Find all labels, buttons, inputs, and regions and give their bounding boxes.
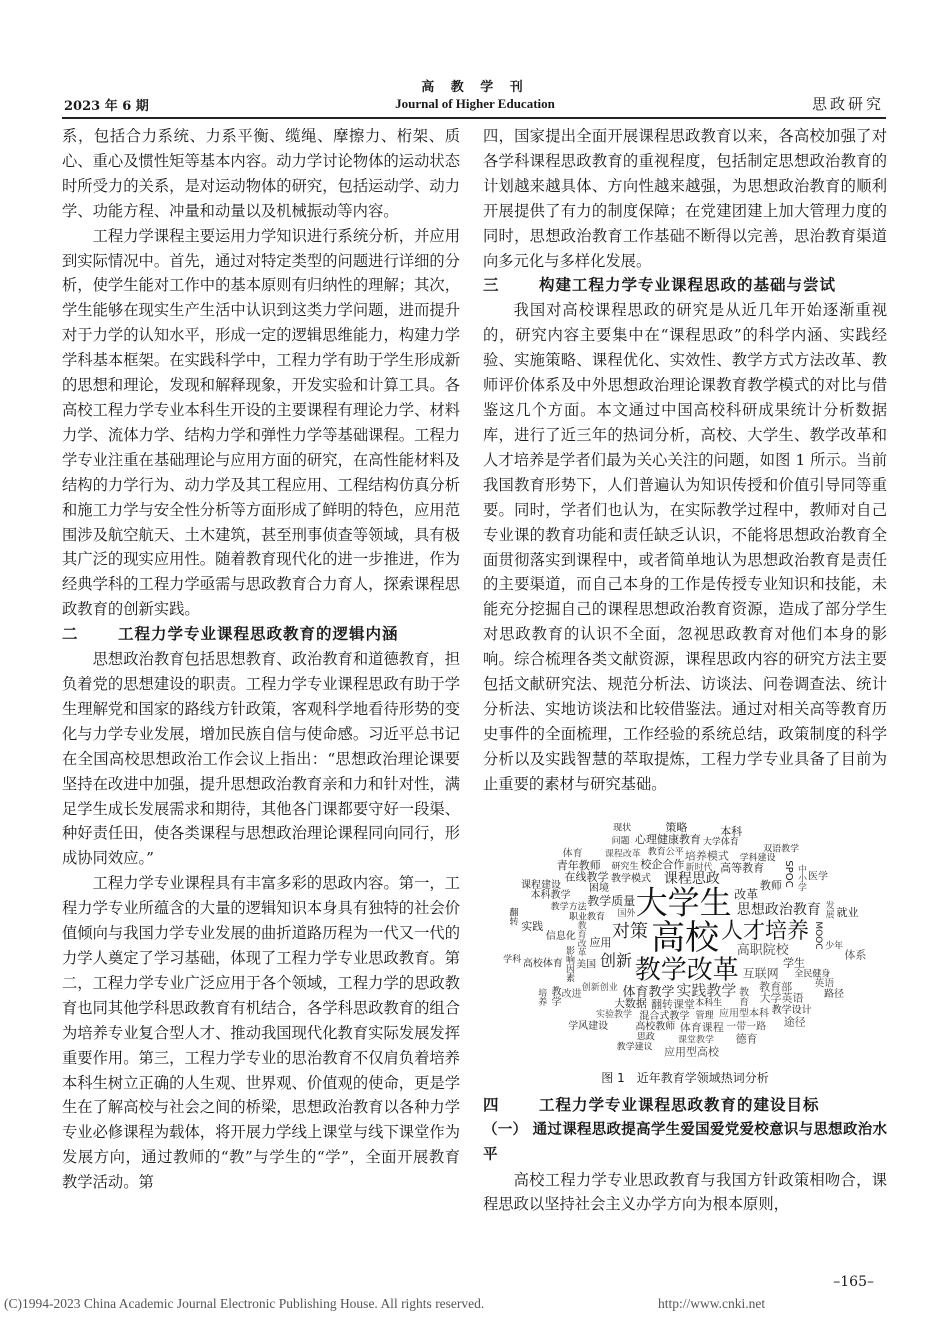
wordcloud-word: 互联网: [742, 966, 779, 981]
section-title: 工程力学专业课程思政教育的建设目标: [539, 1095, 820, 1114]
wordcloud-word: 困境: [589, 882, 610, 894]
wordcloud-word: 学风建设: [568, 1020, 609, 1032]
wordcloud-word: 思想政治教育: [736, 901, 821, 918]
page-number: –165–: [833, 1274, 874, 1290]
wordcloud-word: 创新: [599, 950, 632, 970]
wordcloud-word: 教育改革: [575, 920, 586, 957]
wordcloud-word: 高校教师: [635, 1021, 676, 1033]
wordcloud-word: 高等教育: [720, 861, 765, 875]
wordcloud-word: 课堂教学: [678, 1035, 715, 1046]
wordcloud-word: 中小学: [795, 864, 806, 892]
page-header: [0, 0, 950, 120]
wordcloud-word: 本科生: [695, 998, 723, 1009]
issue-label: 2023 年 6 期: [64, 99, 149, 114]
wordcloud-word: 对策: [612, 920, 649, 942]
wordcloud-word: 管理: [695, 1010, 714, 1021]
figure-label: 图 1: [601, 1070, 625, 1085]
wordcloud-word: 改进: [561, 988, 582, 1000]
figure-caption: [483, 1069, 887, 1087]
paragraph: 我国对高校课程思政的研究是从近几年开始逐渐重视的，研究内容主要集中在“课程思政”的科学内涵、实践经验、实施策略、课程优化、实效性、教学方式方法改革、教师评价体系及中外思想政治理论课教育教学模式的对比与借鉴这几个方面。本文通过中国高校科研成果统计分析数据库，进行了近三年的热词分析，高校、大学生、教学改革和人才培养是学者们最为关心关注的问题，如图 1 所示。当前我国教育形势下，人们普遍认为知识传授和价值引导同等重要。同时，学者们也认为，在实际教学过程中，教师对自己专业课的教育功能和责任缺乏认识，不能将思想政治教育全面贯彻落实到课程中，或者简单地认为思想政治教育是责任的主要渠道，而自己本身的工作是传授专业知识和技能，未能充分挖掘自己的课程思想政治教育资源，造成了部分学生对思政教育的认识不全面，忽视思政教育对他们本身的影响。综合梳理各类文献资源，课程思政内容的研究方法主要包括文献研究法、规范分析法、访谈法、问卷调查法、统计分析法、实地访谈法和比较借鉴法。通过对相关高等教育历史事件的全面梳理，工作经验的系统总结，政策制度的科学分析以及实践智慧的萃取提炼，工程力学专业具备了目前为止重要的素材与研究基础。: [483, 301, 887, 793]
journal-title-en: Journal of Higher Education: [395, 96, 555, 111]
wordcloud-word: 医学: [808, 871, 829, 883]
wordcloud-word: 教师: [759, 878, 782, 892]
wordcloud-word: SPOC: [782, 859, 794, 888]
section-label: 思政研究: [811, 95, 884, 113]
wordcloud-word: 在线教学: [564, 870, 609, 884]
wordcloud-word: 课程改革: [604, 848, 641, 859]
figure-title: 近年教育学领域热词分析: [636, 1070, 769, 1085]
wordcloud-word: 思政: [636, 1032, 655, 1043]
section-title: 工程力学专业课程思政教育的逻辑内涵: [118, 625, 399, 644]
subsection-heading: （一） 通过课程思政提高学生爱国爱党爱校意识与思想政治水平: [483, 1121, 887, 1163]
copyright-text: (C)1994-2023 China Academic Journal Electronic Publishing House. All rights reserved.: [4, 1296, 485, 1311]
wordcloud-word: 体育课程: [679, 1020, 724, 1034]
wordcloud-word: 课程建设: [520, 879, 561, 891]
wordcloud-word: 本科教学: [530, 889, 571, 901]
wordcloud-word: 研究生: [611, 861, 639, 872]
wordcloud-word: 影响因素: [564, 945, 575, 982]
wordcloud-word: 教育: [736, 986, 748, 1007]
paragraph: 系，包括合力系统、力系平衡、缆绳、摩擦力、桁架、质心、重心及惯性矩等基本内容。动力学讨论物体的运动状态时所受力的关系，是对运动物体的研究，包括运动学、动力学、功能方程、冲量和动量以及机械振动等内容。: [62, 127, 460, 220]
wordcloud-word: 英语: [814, 978, 835, 990]
wordcloud-image: [491, 807, 879, 1065]
wordcloud-word: 教育公平: [647, 847, 684, 858]
section-heading: [483, 1093, 887, 1118]
wordcloud-word: 国外: [617, 908, 636, 919]
wordcloud-word: 体育: [562, 847, 583, 859]
section-heading: [483, 273, 887, 298]
wordcloud-word: 教学改革: [634, 954, 739, 985]
section-number: 三: [483, 276, 500, 295]
wordcloud-word: 教学建议: [616, 1041, 653, 1052]
wordcloud-word: 全民健身: [794, 969, 831, 980]
wordcloud-word: 实验教学: [595, 1009, 632, 1020]
wordcloud-word: 教育部: [759, 980, 793, 994]
wordcloud-word: 高职院校: [736, 942, 789, 958]
wordcloud-word: 应用型高校: [664, 1045, 720, 1059]
figure-wordcloud: [483, 807, 887, 1065]
wordcloud-word: 实践教学: [676, 981, 737, 1000]
wordcloud-word: 高校: [651, 917, 719, 958]
wordcloud-word: 现状: [613, 822, 632, 833]
wordcloud-word: 大数据: [613, 996, 647, 1010]
wordcloud-word: 体育教学: [622, 984, 675, 1000]
paragraph: 工程力学专业课程具有丰富多彩的思政内容。第一，工程力学专业所蕴含的大量的逻辑知识本身具有独特的社会价值倾向与我国力学专业发展的曲折道路历程为一代又一代的力学人奠定了学习基础，体现了工程力学专业思政教育。第二，工程力学专业广泛应用于各个领域，工程力学的思政教育也同其他学科思政教育有机结合，各学科思政教育的组合为培养专业复合型人才、推动我国现代化教育实际发展发挥重要作用。第三，工程力学专业的思治教育不仅肩负着培养本科生树立正确的人生观、世界观、价值观的使命，更是学生在了解高校与社会之间的桥梁，思想政治教育以各种力学专业必修课程为载体，将开展力学线上课堂与线下课堂作为发展方向，通过教师的“教”与学生的“学”，全面开展教育教学活动。第: [62, 874, 460, 1192]
left-column: [62, 124, 460, 1195]
wordcloud-word: 体系: [844, 947, 867, 961]
paragraph: 工程力学课程主要运用力学知识进行系统分析，并应用到实际情况中。首先，通过对特定类型的问题进行详细的分析，使学生能对工作中的基本原则有归纳性的理解；其次，学生能够在现实生产生活中认识到这类力学问题，进而提升对于力学的认知水平，形成一定的逻辑思维能力，构建力学学科基本框架。在实践科学中，工程力学有助于学生形成新的思想和理论，发现和解释现象，开发实验和计算工具。各高校工程力学专业本科生开设的主要课程有理论力学、材料力学、流体力学、结构力学和弹性力学等基础课程。工程力学专业注重在基础理论与应用方面的研究，在高性能材料及结构的力学行为、动力学及其工程应用、工程结构仿真分析和施工力学与安全性分析等方面形成了鲜明的特色，应用范围涉及航空航天、土木建筑，甚至刑事侦查等领域，具有极其广泛的现实应用性。随着教育现代化的进一步推进，作为经典学科的工程力学亟需与思政教育合力育人，探索课程思政教育的创新实践。: [62, 226, 460, 619]
section-title: 构建工程力学专业课程思政的基础与尝试: [539, 276, 837, 295]
wordcloud-word: 信息化: [545, 930, 576, 942]
wordcloud-word: 校企合作: [640, 857, 685, 871]
wordcloud-word: 高校体育: [522, 958, 563, 970]
wordcloud-word: 创新创业: [581, 982, 618, 993]
section-number: 二: [62, 625, 79, 644]
wordcloud-word: 教学模式: [611, 872, 652, 884]
paragraph: 四，国家提出全面开展课程思政教育以来，各高校加强了对各学科课程思政教育的重视程度，包括制定思想政治教育的计划越来越具体、方向性越来越强，为思想政治教育的顺利开展提供了有力的制度保障；在党建团建上加大管理力度的同时，思想政治教育工作基础不断得以完善，思治教育渠道向多元化与多样化发展。: [483, 127, 887, 270]
wordcloud-word: 大学体育: [702, 836, 739, 847]
wordcloud-word: 人才培养: [721, 918, 810, 944]
wordcloud-word: 职业教育: [569, 911, 606, 922]
wordcloud-word: 应用: [589, 935, 612, 949]
wordcloud-word: 翻转课堂: [650, 997, 695, 1011]
wordcloud-word: 翻转: [507, 907, 518, 926]
wordcloud-word: 学生: [783, 955, 806, 969]
wordcloud-word: MOOC: [812, 920, 823, 950]
right-column: [483, 124, 887, 1217]
wordcloud-word: 德育: [735, 1032, 758, 1046]
wordcloud-word: 实践: [521, 919, 544, 933]
wordcloud-word: 混合式教学: [639, 1010, 690, 1022]
wordcloud-word: 一带一路: [726, 1020, 767, 1032]
wordcloud-word: 美国: [576, 958, 597, 970]
wordcloud-word: 本科: [720, 824, 743, 838]
paragraph: 思想政治教育包括思想教育、政治教育和道德教育，担负着党的思想建设的职责。工程力学专业课程思政有助于学生理解党和国家的路线方针政策，客观科学地看待形势的变化与力学专业发展，增加民族自信与使命感。习近平总书记在全国高校思想政治工作会议上指出：“思想政治理论课要坚持在改进中加强，提升思想政治教育亲和力和针对性，满足学生成长发展需求和期待，其他各门课都要守好一段渠、种好责任田，使各类课程与思想政治理论课程同向同行，形成协同效应。”: [62, 650, 460, 868]
wordcloud-word: 应用型本科: [718, 1008, 769, 1020]
wordcloud-word: 就业: [836, 905, 859, 919]
wordcloud-word: 课程思政: [663, 870, 720, 887]
wordcloud-word: 双语教学: [763, 843, 800, 854]
wordcloud-word: 培养: [536, 987, 547, 1006]
section-number: 四: [483, 1095, 500, 1114]
header-rule: [62, 117, 886, 119]
wordcloud-word: 大学生: [635, 883, 732, 922]
wordcloud-word: 青年教师: [556, 858, 601, 872]
wordcloud-word: 教学质量: [587, 893, 636, 908]
section-heading: [62, 622, 460, 647]
footer-url[interactable]: http://www.cnki.net: [658, 1296, 766, 1311]
wordcloud-word: 问题: [611, 835, 630, 846]
wordcloud-word: 策略: [665, 820, 688, 834]
paragraph: 高校工程力学专业思政教育与我国方针政策相吻合，课程思政以坚持社会主义办学方向为根本原则，: [483, 1170, 887, 1214]
wordcloud-word: 少年: [825, 940, 844, 951]
wordcloud-word: 途径: [783, 1015, 806, 1029]
wordcloud-word: 学科建设: [739, 852, 776, 863]
wordcloud-word: 教学设计: [771, 1004, 812, 1016]
wordcloud-word: 教学方法: [550, 901, 587, 912]
wordcloud-word: 改革: [734, 887, 759, 902]
wordcloud-word: 新时代: [685, 862, 713, 873]
wordcloud-word: 培养模式: [684, 848, 729, 862]
wordcloud-word: 发展: [823, 899, 834, 918]
wordcloud-word: 学科: [503, 954, 522, 965]
journal-title-cn: 高 教 学 刊: [421, 80, 529, 95]
wordcloud-word: 教学: [548, 985, 560, 1006]
wordcloud-word: 大学英语: [759, 991, 804, 1005]
wordcloud-word: 路径: [824, 988, 845, 1000]
wordcloud-word: 心理健康教育: [634, 832, 701, 846]
